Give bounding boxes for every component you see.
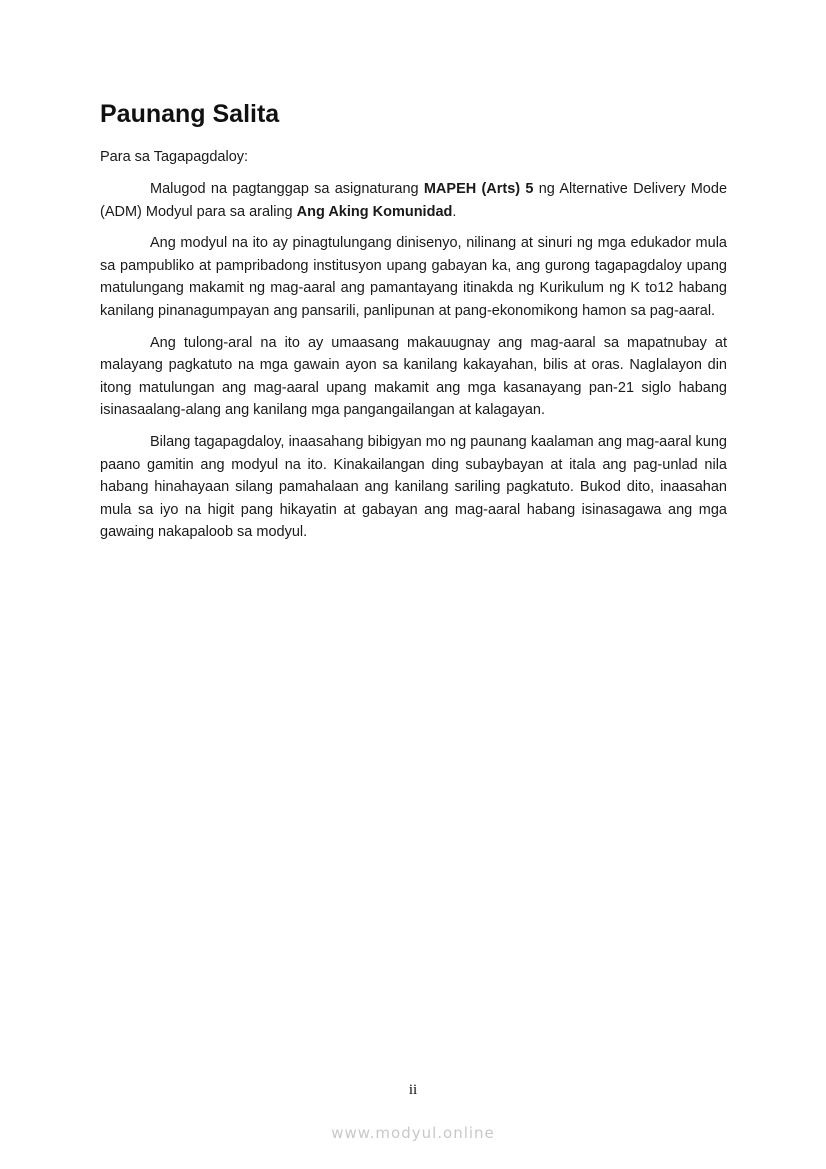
paragraph-module-design: Ang modyul na ito ay pinagtulungang dinisenyo, nilinang at sinuri ng mga edukador mula sa pampubliko at pampribadong institusyon upang gabayan ka, ang gurong tagapagdaloy upang matulungang makamit ng mag-aaral ang pamantayang itinakda ng Kurikulum ng K to12 habang kanilang pinanagumpayan ang pansarili, panlipunan at pang-ekonomikong hamon sa pag-aaral.	[100, 235, 727, 319]
subject-name: MAPEH (Arts) 5	[423, 181, 534, 197]
page-number: ii	[408, 1082, 418, 1098]
paragraph-learning-aid: Ang tulong-aral na ito ay umaasang makauugnay ang mag-aaral sa mapatnubay at malayang pagkatuto na mga gawain ayon sa kanilang kakayahan, bilis at oras. Naglalayon din itong matulungan ang mag-aaral upang makamit ang mga kasanayang pan-21 siglo habang isinasaalang-alang ang kanilang mga pangangailangan at kalagayan.	[100, 334, 727, 419]
page-title: Paunang Salita	[100, 100, 280, 128]
paragraph-welcome	[100, 178, 727, 223]
paragraph-welcome-text-e: .	[452, 203, 457, 220]
document-body	[100, 98, 727, 553]
lesson-name: Ang Aking Komunidad	[296, 203, 453, 220]
salutation: Para sa Tagapagdaloy:	[100, 149, 249, 165]
paragraph-facilitator-role: Bilang tagapagdaloy, inaasahang bibigyan mo ng paunang kaalaman ang mag-aaral kung paano gamitin ang modyul na ito. Kinakailangan ding subaybayan at itala ang pag-unlad nila habang hinahayaan silang pamahalaan ang kanilang sariling pagkatuto. Bukod dito, inaasahan mula sa iyo na higit pang hikayatin at gabayan ang mag-aaral habang isinasagawa ang mga gawaing nakapaloob sa modyul.	[100, 433, 727, 541]
paragraph-welcome-text-c: ng Alternative Delivery Mode (ADM) Modyul para sa araling	[100, 181, 728, 220]
paragraph-welcome-text-a: Malugod na pagtanggap sa asignaturang	[150, 181, 424, 197]
watermark: www.modyul.online	[331, 1124, 495, 1142]
